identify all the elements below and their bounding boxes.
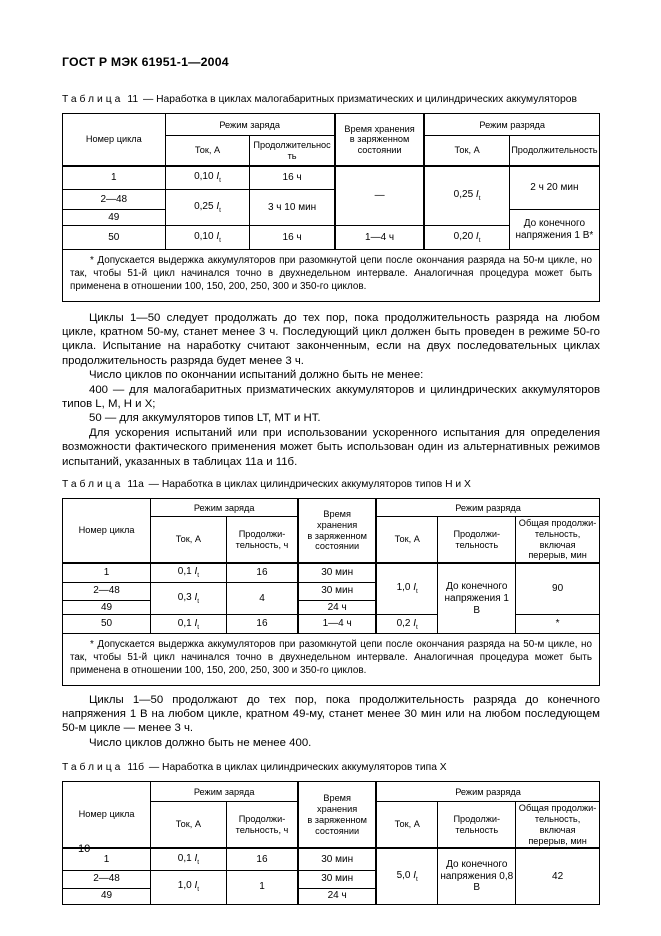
table-cell: 1 bbox=[63, 166, 166, 190]
caption-label: Таблица bbox=[62, 479, 124, 490]
caption-label: Таблица bbox=[62, 94, 124, 105]
table-cell: 1—4 ч bbox=[335, 226, 425, 250]
table-header-cell: Ток, А bbox=[376, 517, 438, 563]
table-header-cell: Режим разряда bbox=[376, 499, 599, 517]
table-cell: 0,2 $I_t$ bbox=[376, 615, 438, 634]
table-cell: 4 bbox=[226, 582, 298, 615]
table-row bbox=[63, 615, 600, 634]
table-11b-caption bbox=[62, 762, 600, 774]
reference-current-symbol: I bbox=[216, 201, 220, 213]
table-header-cell: Время хранения в заряженном состоянии bbox=[298, 499, 376, 563]
caption-number: 11 bbox=[127, 94, 139, 105]
table-row bbox=[63, 563, 600, 582]
table-header-cell: Режим заряда bbox=[151, 782, 299, 802]
reference-current-symbol: I bbox=[194, 591, 198, 603]
reference-current-symbol: I bbox=[194, 565, 198, 577]
page-number: 10 bbox=[78, 843, 91, 855]
table-cell: 1,0 $I_t$ bbox=[151, 870, 227, 904]
table-cell: 0,10 $I_t$ bbox=[165, 226, 250, 250]
table-header-row bbox=[63, 499, 600, 517]
table-cell: 16 ч bbox=[250, 166, 335, 190]
table-header-cell: Продолжи- тельность bbox=[438, 802, 516, 848]
table-cell: 16 ч bbox=[250, 226, 335, 250]
table-cell: 30 мин bbox=[298, 582, 376, 600]
table-cell: 0,1 $I_t$ bbox=[151, 563, 227, 582]
table-cell: 1—4 ч bbox=[298, 615, 376, 634]
reference-current-symbol: I bbox=[194, 852, 198, 864]
table-header-cell: Режим заряда bbox=[151, 499, 299, 517]
reference-current-symbol: I bbox=[413, 869, 417, 881]
table-footnote: * Допускается выдержка аккумуляторов при разомкнутой цепи после окончания разряда на 50-м цикле, но так, чтобы 51-й цикл начинался точно в двухнедельном интервале. Аналогичная процедура может быть применена в отношении 100, 150, 200, 250, 300 и 350-го циклов. bbox=[63, 634, 600, 685]
table-header-row bbox=[63, 114, 600, 136]
table-header-cell: Ток, А bbox=[376, 802, 438, 848]
table-header-cell: Ток, А bbox=[151, 517, 227, 563]
paragraph: 400 — для малогабаритных призматических аккумуляторов и цилиндрических аккумуляторов типов L, M, Н и X; bbox=[62, 383, 600, 410]
table-cell: 50 bbox=[63, 226, 166, 250]
table-header-cell: Продолжительность bbox=[250, 136, 335, 166]
table-header-row bbox=[63, 782, 600, 802]
table-header-cell: Режим заряда bbox=[165, 114, 335, 136]
table-header-cell: Ток, А bbox=[424, 136, 509, 166]
table-cell: * bbox=[516, 615, 600, 634]
reference-current-symbol: I bbox=[413, 617, 417, 629]
table-cell: 16 bbox=[226, 563, 298, 582]
paragraph: Циклы 1—50 следует продолжать до тех пор, пока продолжительность разряда на любом цикле, кратном 50-му, станет менее 3 ч. Последующий цикл должен быть проведен в режиме 50-го цикла. Испытание на наработку считают законченным, если на двух последовательных циклах продолжительность разряда будет менее 3 ч. bbox=[62, 311, 600, 367]
reference-current-symbol: I bbox=[216, 231, 220, 243]
data-table bbox=[62, 498, 600, 685]
table-cell: 0,25 $I_t$ bbox=[165, 190, 250, 226]
table-cell: 16 bbox=[226, 848, 298, 870]
table-cell: 2—48 bbox=[63, 190, 166, 210]
paragraph: Циклы 1—50 продолжают до тех пор, пока продолжительность разряда до конечного напряжения 1 В на любом цикле, кратном 49-му, станет менее 30 мин или на любом последующем 50-м цикле — менее 3 ч. bbox=[62, 693, 600, 735]
table-cell: 30 мин bbox=[298, 848, 376, 870]
table-cell: 1 bbox=[63, 848, 151, 870]
table-cell: 0,3 $I_t$ bbox=[151, 582, 227, 615]
doc-number: ГОСТ Р МЭК 61951-1—2004 bbox=[62, 55, 229, 69]
caption-text: — Наработка в циклах цилиндрических аккумуляторов типа X bbox=[148, 762, 447, 774]
table-cell: 1 bbox=[63, 563, 151, 582]
table-header-cell: Ток, А bbox=[165, 136, 250, 166]
table-header-cell: Номер цикла bbox=[63, 499, 151, 563]
table-header-cell: Ток, А bbox=[151, 802, 227, 848]
table-cell: 2—48 bbox=[63, 582, 151, 600]
paragraph: Для ускорения испытаний или при использовании ускоренного испытания для определения возможности фактического применения может быть использован один из альтернативных режимов испытаний, указанных в таблицах 11а и 11б. bbox=[62, 426, 600, 468]
table-cell: 3 ч 10 мин bbox=[250, 190, 335, 226]
table-cell: 1 bbox=[226, 870, 298, 904]
table-header-cell: Продолжи- тельность, ч bbox=[226, 802, 298, 848]
data-table bbox=[62, 781, 600, 904]
table-cell: 90 bbox=[516, 563, 600, 615]
body-paragraphs-1 bbox=[62, 311, 600, 469]
table-cell: 0,1 $I_t$ bbox=[151, 848, 227, 870]
caption-number: 11а bbox=[127, 479, 144, 490]
table-cell: 2 ч 20 мин bbox=[509, 166, 599, 210]
table-11b bbox=[62, 781, 600, 904]
table-header-cell: Продолжи- тельность bbox=[438, 517, 516, 563]
reference-current-symbol: I bbox=[475, 231, 479, 243]
table-footnote-row bbox=[63, 634, 600, 685]
table-cell: 49 bbox=[63, 600, 151, 615]
table-cell: 1,0 $I_t$ bbox=[376, 563, 438, 615]
body-paragraphs-2 bbox=[62, 693, 600, 751]
table-cell: 2—48 bbox=[63, 870, 151, 888]
table-footnote-row bbox=[63, 250, 600, 301]
table-cell: 30 мин bbox=[298, 870, 376, 888]
table-11-caption bbox=[62, 94, 600, 106]
table-cell: 0,25 $I_t$ bbox=[424, 166, 509, 226]
table-cell: 0,1 $I_t$ bbox=[151, 615, 227, 634]
paragraph: Число циклов должно быть не менее 400. bbox=[89, 736, 312, 749]
caption-label: Таблица bbox=[62, 762, 124, 774]
table-cell: До конечного напряжения 1 В* bbox=[509, 210, 599, 250]
data-table bbox=[62, 113, 600, 301]
reference-current-symbol: I bbox=[216, 171, 220, 183]
table-11a-caption bbox=[62, 479, 600, 491]
table-header-cell: Номер цикла bbox=[63, 114, 166, 166]
table-row bbox=[63, 848, 600, 870]
table-row bbox=[63, 166, 600, 190]
table-cell: 16 bbox=[226, 615, 298, 634]
table-11a bbox=[62, 498, 600, 685]
table-cell: 24 ч bbox=[298, 600, 376, 615]
table-header-cell: Время хранения в заряженном состоянии bbox=[298, 782, 376, 848]
reference-current-symbol: I bbox=[413, 582, 417, 594]
table-header-cell: Режим разряда bbox=[424, 114, 599, 136]
table-footnote: * Допускается выдержка аккумуляторов при разомкнутой цепи после окончания разряда на 50-м цикле, но так, чтобы 51-й цикл начинался точно в двухнедельном интервале. Аналогичная процедура может быть применена в отношении 100, 150, 200, 250, 300 и 350-го циклов. bbox=[63, 250, 600, 301]
table-header-cell: Время хранения в заряженном состоянии bbox=[335, 114, 425, 166]
caption-text: — Наработка в циклах малогабаритных призматических и цилиндрических аккумуляторов bbox=[142, 94, 577, 105]
paragraph: Число циклов по окончании испытаний должно быть не менее: bbox=[89, 369, 424, 382]
table-header-cell: Продолжи- тельность, ч bbox=[226, 517, 298, 563]
table-header-cell: Общая продолжи- тельность, включая перерыв, мин bbox=[516, 517, 600, 563]
reference-current-symbol: I bbox=[194, 617, 198, 629]
table-cell: 50 bbox=[63, 615, 151, 634]
table-cell: 24 ч bbox=[298, 888, 376, 904]
table-cell: 0,20 $I_t$ bbox=[424, 226, 509, 250]
paragraph: 50 — для аккумуляторов типов LT, МТ и НТ. bbox=[89, 412, 321, 425]
table-cell: — bbox=[335, 166, 425, 226]
caption-text: — Наработка в циклах цилиндрических аккумуляторов типов Н и X bbox=[148, 479, 471, 490]
table-cell: 30 мин bbox=[298, 563, 376, 582]
table-header-cell: Продолжительность bbox=[509, 136, 599, 166]
reference-current-symbol: I bbox=[475, 189, 479, 201]
caption-number: 11б bbox=[127, 762, 144, 774]
table-cell: 49 bbox=[63, 210, 166, 226]
table-cell: 0,10 $I_t$ bbox=[165, 166, 250, 190]
table-cell: 42 bbox=[516, 848, 600, 904]
table-cell: До конечного напряжения 1 В bbox=[438, 563, 516, 634]
reference-current-symbol: I bbox=[194, 880, 198, 892]
table-header-cell: Номер цикла bbox=[63, 782, 151, 848]
table-11 bbox=[62, 113, 600, 301]
table-cell: 49 bbox=[63, 888, 151, 904]
table-header-cell: Режим разряда bbox=[376, 782, 599, 802]
table-cell: До конечного напряжения 0,8 В bbox=[438, 848, 516, 904]
table-cell: 5,0 $I_t$ bbox=[376, 848, 438, 904]
table-header-cell: Общая продолжи- тельность, включая перерыв, мин bbox=[516, 802, 600, 848]
